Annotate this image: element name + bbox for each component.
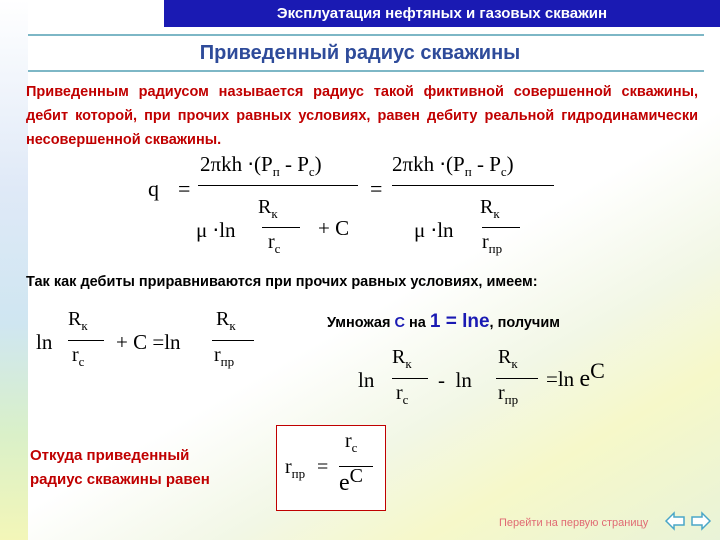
ratio-line-2 bbox=[482, 227, 520, 228]
res-den: eC bbox=[339, 465, 363, 496]
ratio-den-1: $r_с$ bbox=[268, 231, 281, 256]
eq2-num-1: $R_к$ bbox=[68, 308, 88, 333]
result-formula-box bbox=[276, 425, 386, 511]
eq2-line-1 bbox=[68, 340, 104, 341]
f3-num-1: $R_к$ bbox=[392, 346, 412, 371]
definition-text: Приведенным радиусом называется радиус такой фиктивной совершенной скважины, дебит которой, при прочих равных условиях, равен дебиту реальной гидродинамически несовершенной скважины. bbox=[26, 84, 698, 148]
equals-sign: = bbox=[178, 176, 191, 201]
var-q: q bbox=[148, 176, 159, 201]
left-gradient-strip bbox=[0, 0, 28, 540]
header-title: Эксплуатация нефтяных и газовых скважин bbox=[276, 5, 608, 22]
f3-line-2 bbox=[496, 378, 538, 379]
mu-ln-2: μ ⋅ln bbox=[414, 218, 454, 242]
f3-line-1 bbox=[392, 378, 428, 379]
res-num: $r_с$ bbox=[345, 430, 358, 455]
f3-rhs: =ln eC bbox=[546, 358, 605, 392]
multiply-text: Умножая С на 1 = lne, получим bbox=[327, 311, 560, 332]
title-divider bbox=[28, 70, 704, 72]
equals-sign-2: = bbox=[370, 176, 383, 201]
r-pr: $r_{пр}$ bbox=[285, 456, 306, 481]
back-forward-arrows-icon[interactable] bbox=[664, 510, 712, 532]
first-page-link[interactable]: Перейти на первую страницу bbox=[499, 517, 649, 529]
ratio-den-2: $r_{пр}$ bbox=[482, 231, 503, 256]
eq2-line-2 bbox=[212, 340, 254, 341]
mu-ln: μ ⋅ln bbox=[196, 218, 236, 242]
f3-den-2: $r_{пр}$ bbox=[498, 382, 519, 407]
res-equals: = bbox=[317, 456, 329, 478]
ratio-num-1: $R_к$ bbox=[258, 196, 278, 221]
equal-flow-text: Так как дебиты приравниваются при прочих равных условиях, имеем: bbox=[26, 274, 538, 290]
f3-den-1: $r_с$ bbox=[396, 382, 409, 407]
result-text: Откуда приведенный радиус скважины равен bbox=[30, 447, 210, 488]
ratio-num-2: $R_к$ bbox=[480, 196, 500, 221]
eq2-num-2: $R_к$ bbox=[216, 308, 236, 333]
header-bar bbox=[164, 0, 720, 27]
ratio-line-1 bbox=[262, 227, 300, 228]
f3-num-2: $R_к$ bbox=[498, 346, 518, 371]
fraction-line-2 bbox=[392, 185, 554, 186]
numerator-2: $2\pi kh \cdot(P_п - P_с)$ bbox=[392, 152, 514, 179]
eq2-den-2: $r_{пр}$ bbox=[214, 344, 235, 369]
top-divider bbox=[28, 34, 704, 36]
slide-title: Приведенный радиус скважины bbox=[199, 42, 521, 64]
ln-1: ln bbox=[36, 330, 53, 354]
f3-minus-ln: - ln bbox=[438, 368, 472, 392]
eq2-den-1: $r_с$ bbox=[72, 344, 85, 369]
plus-c: + C bbox=[318, 216, 350, 240]
numerator-1: $2\pi kh \cdot(P_п - P_с)$ bbox=[200, 152, 322, 179]
f3-ln-1: ln bbox=[358, 368, 375, 392]
eq2-plus-c: + C =ln bbox=[116, 330, 181, 354]
fraction-line-1 bbox=[198, 185, 358, 186]
